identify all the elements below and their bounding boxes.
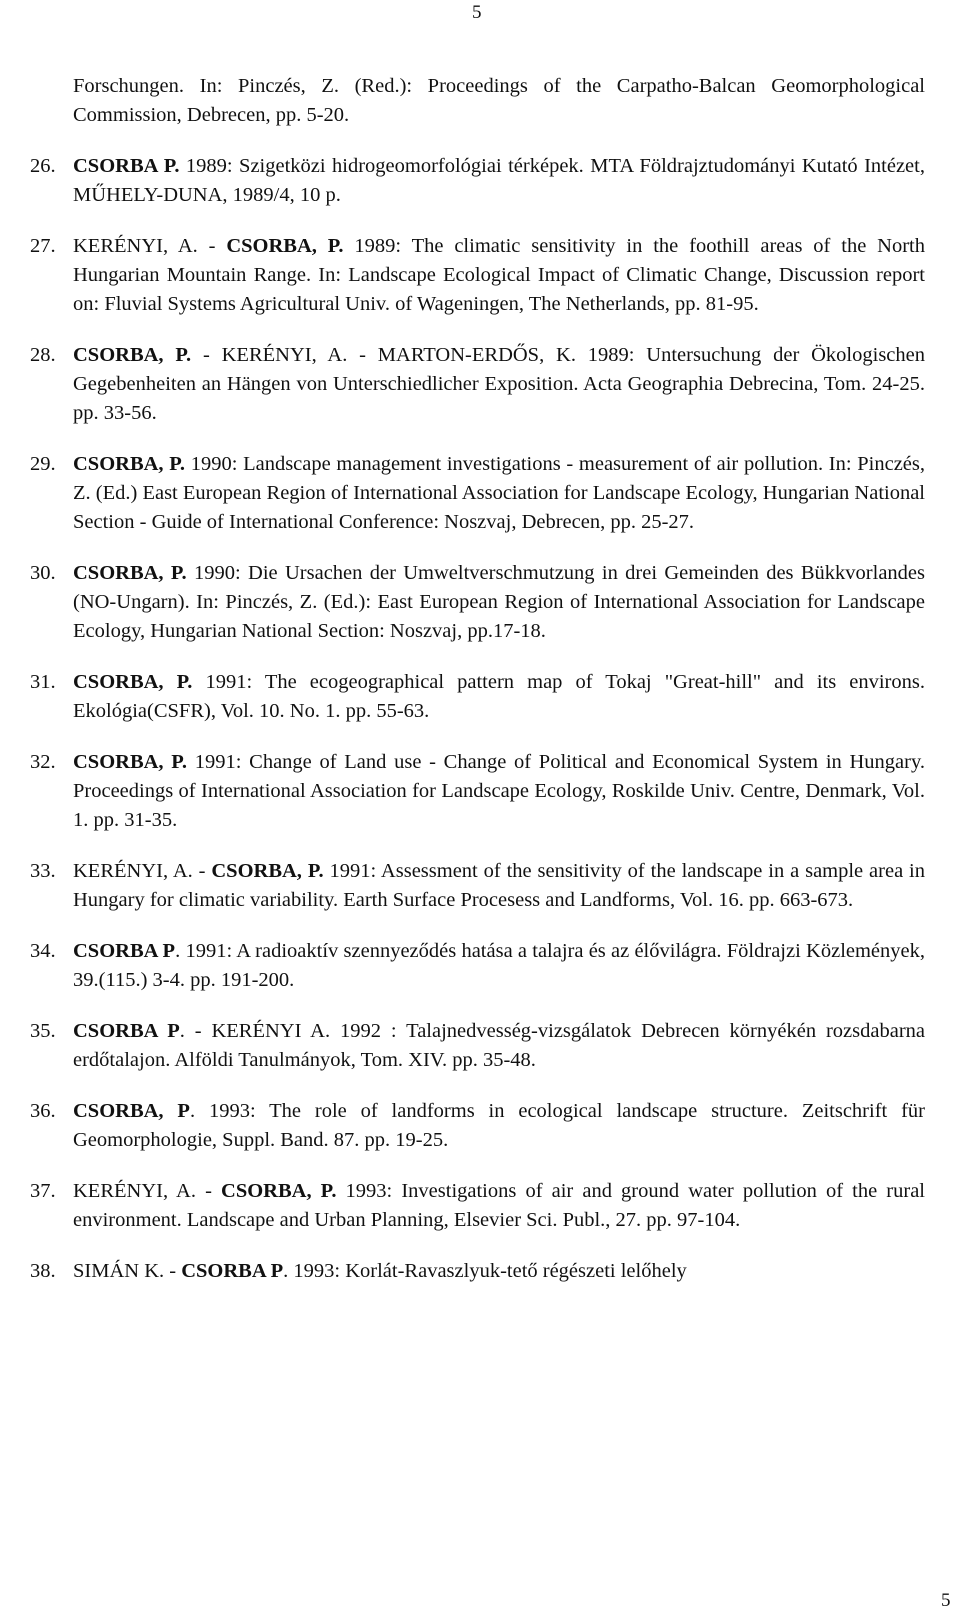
reference-author-bold: CSORBA P [181, 1260, 284, 1282]
reference-author-bold: CSORBA, P [73, 1100, 190, 1122]
reference-text: 1991: The ecogeographical pattern map of Tokaj "Great-hill" and its environs. Ekológia(CSFR), Vol. 10. No. 1. pp. 55-63. [73, 671, 925, 722]
reference-author-bold: CSORBA, P. [73, 562, 187, 584]
reference-text: 1990: Landscape management investigations - measurement of air pollution. In: Pinczés, Z. (Ed.) East European Region of International Association for Landscape Ecology, Hungarian National Section - Guide of International Conference: Noszvaj, Debrecen, pp. 25-27. [73, 453, 926, 533]
reference-item [30, 232, 925, 319]
reference-text: . 1993: The role of landforms in ecological landscape structure. Zeitschrift für Geomorphologie, Suppl. Band. 87. pp. 19-25. [73, 1100, 925, 1151]
reference-number: 34. [30, 940, 56, 962]
reference-author-bold: CSORBA, P. [226, 235, 344, 257]
reference-author-bold: CSORBA P [73, 940, 176, 962]
reference-author-bold: CSORBA P [73, 1020, 180, 1042]
reference-item [30, 1177, 925, 1235]
reference-text: . 1993: Korlát-Ravaszlyuk-tető régészeti lelőhely [283, 1260, 687, 1282]
reference-item [30, 1257, 925, 1286]
reference-item [30, 937, 925, 995]
page-number-bottom: 5 [941, 1590, 951, 1611]
reference-list [30, 72, 925, 1308]
reference-authors-pre: KERÉNYI, A. - [73, 235, 227, 257]
reference-number: 27. [30, 235, 56, 257]
reference-authors-pre: KERÉNYI, A. - [73, 860, 212, 882]
reference-item [30, 1097, 925, 1155]
reference-text: 1989: The climatic sensitivity in the foothill areas of the North Hungarian Mountain Range. In: Landscape Ecological Impact of Climatic Change, Discussion report on: Fluvial Systems Agricultural Univ. of Wageningen, The Netherlands, pp. 81-95. [73, 235, 925, 315]
reference-text: 1991: Assessment of the sensitivity of the landscape in a sample area in Hungary for climatic variability. Earth Surface Procesess and Landforms, Vol. 16. pp. 663-673. [73, 860, 925, 911]
reference-author-bold: CSORBA, P. [73, 751, 188, 773]
reference-item [30, 857, 925, 915]
reference-number: 30. [30, 562, 56, 584]
reference-number: 35. [30, 1020, 56, 1042]
reference-author-bold: CSORBA, P. [73, 344, 192, 366]
reference-text: . 1991: A radioaktív szennyeződés hatása a talajra és az élővilágra. Földrajzi Közlemények, 39.(115.) 3-4. pp. 191-200. [73, 940, 926, 991]
reference-text: 1989: Szigetközi hidrogeomorfológiai térképek. MTA Földrajztudományi Kutató Intézet, MŰHELY-DUNA, 1989/4, 10 p. [73, 155, 925, 206]
reference-item [30, 450, 925, 537]
reference-number: 26. [30, 155, 56, 177]
page-number-top: 5 [472, 2, 482, 23]
reference-item [30, 341, 925, 428]
reference-author-bold: CSORBA P. [73, 155, 180, 177]
reference-text: . - KERÉNYI A. 1992 : Talajnedvesség-vizsgálatok Debrecen környékén rozsdabarna erdőtalajon. Alföldi Tanulmányok, Tom. XIV. pp. 35-48. [73, 1020, 925, 1071]
reference-item [30, 668, 925, 726]
reference-number: 32. [30, 751, 56, 773]
reference-author-bold: CSORBA, P. [221, 1180, 337, 1202]
reference-number: 31. [30, 671, 56, 693]
reference-author-bold: CSORBA, P. [73, 671, 193, 693]
reference-number: 33. [30, 860, 56, 882]
reference-authors-pre: SIMÁN K. - [73, 1260, 182, 1282]
reference-text: 1991: Change of Land use - Change of Political and Economical System in Hungary. Proceedings of International Association for Landscape Ecology, Roskilde Univ. Centre, Denmark, Vol. 1. pp. 31-35. [73, 751, 925, 831]
reference-text: Forschungen. In: Pinczés, Z. (Red.): Proceedings of the Carpatho-Balcan Geomorphological Commission, Debrecen, pp. 5-20. [73, 75, 925, 126]
reference-author-bold: CSORBA, P. [73, 453, 186, 475]
reference-number: 38. [30, 1260, 56, 1282]
reference-item [30, 1017, 925, 1075]
reference-number: 37. [30, 1180, 56, 1202]
reference-item [30, 559, 925, 646]
reference-item [30, 72, 925, 130]
reference-text: 1990: Die Ursachen der Umweltverschmutzung in drei Gemeinden des Bükkvorlandes (NO-Ungarn). In: Pinczés, Z. (Ed.): East European Region of International Association for Landscape Ecology, Hungarian National Section: Noszvaj, pp.17-18. [73, 562, 925, 642]
reference-authors-pre: KERÉNYI, A. - [73, 1180, 222, 1202]
reference-number: 28. [30, 344, 56, 366]
reference-text: - KERÉNYI, A. - MARTON-ERDŐS, K. 1989: Untersuchung der Ökologischen Gegebenheiten an Hängen von Unterschiedlicher Exposition. Acta Geographia Debrecina, Tom. 24-25. pp. 33-56. [73, 344, 925, 424]
reference-author-bold: CSORBA, P. [211, 860, 324, 882]
reference-text: 1993: Investigations of air and ground water pollution of the rural environment. Landscape and Urban Planning, Elsevier Sci. Publ., 27. pp. 97-104. [73, 1180, 925, 1231]
reference-item [30, 152, 925, 210]
reference-item [30, 748, 925, 835]
reference-number: 36. [30, 1100, 56, 1122]
reference-number: 29. [30, 453, 56, 475]
